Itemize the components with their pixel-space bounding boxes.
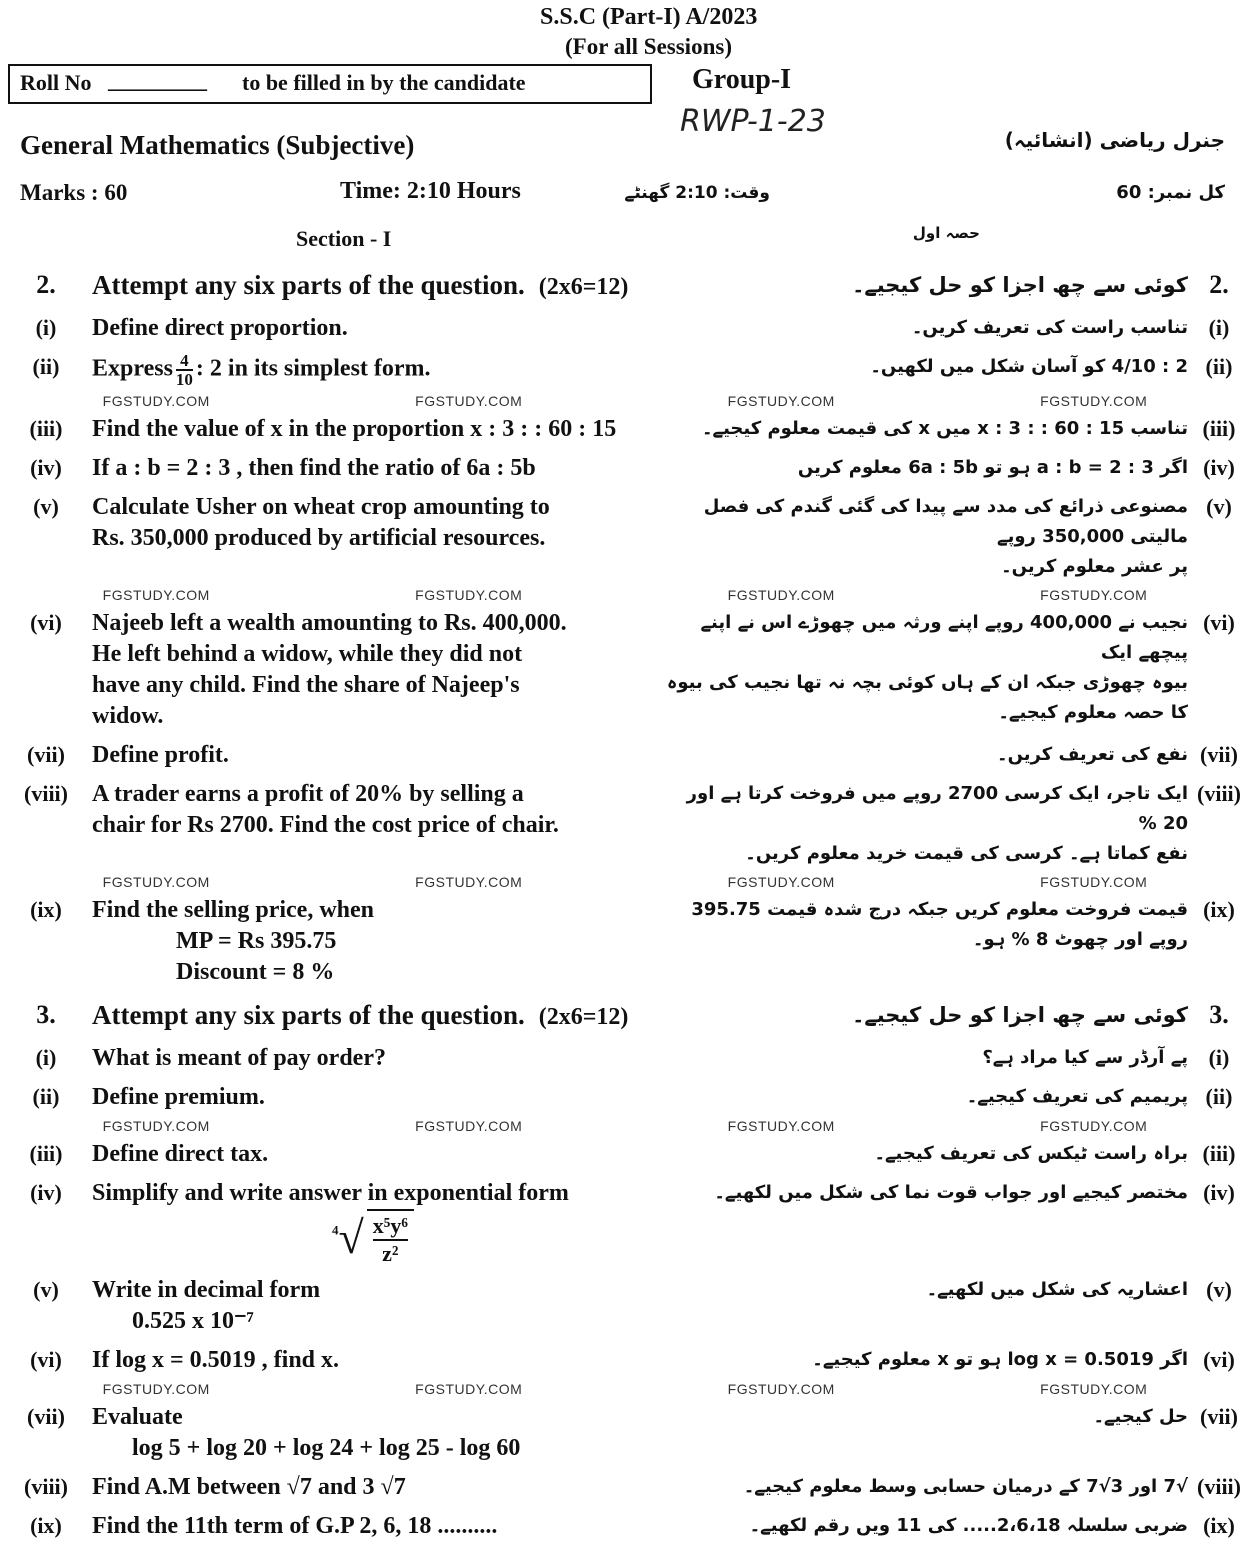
part-number: (iv) bbox=[30, 455, 62, 480]
part-number: (v) bbox=[33, 494, 59, 519]
part-text bbox=[92, 779, 642, 841]
part-text-line: He left behind a widow, while they did not bbox=[92, 641, 523, 667]
part-number: (vii) bbox=[27, 742, 65, 767]
watermark-text: FGSTUDY.COM bbox=[727, 587, 835, 603]
part-text-line: widow. bbox=[92, 703, 164, 729]
part-number-ur: (vii) bbox=[1200, 742, 1238, 767]
part-number: (ix) bbox=[30, 897, 62, 922]
q3-title-wrap bbox=[92, 1000, 792, 1033]
part-number-ur: (vii) bbox=[1200, 1404, 1238, 1429]
watermark-row bbox=[0, 392, 1250, 410]
part-number-ur: (v) bbox=[1206, 494, 1232, 519]
q2-parts bbox=[0, 309, 1250, 992]
part-text-ur-wrap bbox=[642, 1178, 1188, 1208]
part-text-ur-wrap bbox=[642, 453, 1188, 483]
subject-ur: جنرل ریاضی (انشائیہ) bbox=[1004, 128, 1225, 152]
part-text-ur: نفع کماتا ہے۔ کرسی کی قیمت خرید معلوم کریں۔ bbox=[745, 843, 1188, 864]
part-text-main: Define profit. bbox=[92, 742, 229, 768]
part-text-main: Find the value of x in the proportion x : 3 : : 60 : 15 bbox=[92, 416, 617, 442]
part-text-main: Evaluate bbox=[92, 1404, 183, 1430]
part-text-line: Discount = 8 % bbox=[176, 959, 335, 985]
part-text bbox=[92, 608, 642, 732]
part-text-ur: نجیب نے 400,000 روپے اپنے ورثہ میں چھوڑے اس نے اپنے پیچھے ایک bbox=[700, 612, 1188, 663]
part-number: (v) bbox=[33, 1277, 59, 1302]
part-text-ur: ایک تاجر، ایک کرسی 2700 روپے میں فروخت کرتا ہے اور 20 % bbox=[686, 783, 1188, 834]
part-number: (vi) bbox=[30, 1347, 62, 1372]
part-number-ur: (vi) bbox=[1203, 610, 1235, 635]
question-part bbox=[0, 1468, 1250, 1507]
part-text-line: MP = Rs 395.75 bbox=[176, 928, 337, 954]
part-text bbox=[92, 1402, 642, 1464]
part-text-main: If log x = 0.5019 , find x. bbox=[92, 1347, 340, 1373]
part-text bbox=[92, 453, 642, 484]
part-number-ur: (iii) bbox=[1202, 416, 1236, 441]
part-text-main: Define premium. bbox=[92, 1084, 265, 1110]
math-expression: log 5 + log 20 + log 24 + log 25 - log 60 bbox=[132, 1435, 521, 1461]
watermark-text: FGSTUDY.COM bbox=[415, 587, 523, 603]
part-number: (ii) bbox=[32, 1084, 60, 1109]
part-number-ur: (viii) bbox=[1197, 781, 1241, 806]
part-text-main: Simplify and write answer in exponential form bbox=[92, 1180, 569, 1206]
math-expression: 0.525 x 10⁻⁷ bbox=[132, 1308, 254, 1334]
part-text-line: A trader earns a profit of 20% by selling a bbox=[92, 781, 524, 807]
part-number: (iii) bbox=[29, 416, 63, 441]
watermark-text: FGSTUDY.COM bbox=[102, 1118, 210, 1134]
part-text-ur-wrap bbox=[642, 608, 1188, 728]
q2-number-ur: 2. bbox=[1209, 270, 1229, 299]
watermark-text: FGSTUDY.COM bbox=[102, 587, 210, 603]
part-text bbox=[92, 313, 642, 344]
part-text-ur-wrap bbox=[642, 740, 1188, 770]
part-text bbox=[92, 414, 642, 445]
part-text-ur-wrap bbox=[642, 492, 1188, 582]
question-part bbox=[0, 775, 1250, 873]
q2-title-ur: کوئی سے چھ اجزا کو حل کیجیے۔ bbox=[852, 273, 1188, 297]
watermark-text: FGSTUDY.COM bbox=[1040, 1381, 1148, 1397]
question-part bbox=[0, 736, 1250, 775]
question-part bbox=[0, 1078, 1250, 1117]
watermark-row bbox=[0, 1380, 1250, 1398]
part-text-b: : 2 in its simplest form. bbox=[195, 355, 431, 382]
q3-number-ur: 3. bbox=[1209, 1000, 1229, 1029]
watermark-row bbox=[0, 873, 1250, 891]
q3-number: 3. bbox=[36, 1000, 56, 1029]
part-number-ur: (ii) bbox=[1205, 354, 1233, 379]
handwritten-code: RWP-1-23 bbox=[680, 104, 826, 139]
part-text-main: Find A.M between √7 and 3 √7 bbox=[92, 1474, 406, 1500]
part-text-a: Express bbox=[92, 355, 173, 382]
part-text-ur: مصنوعی ذرائع کی مدد سے پیدا کی گئی گندم کی فصل مالیتی 350,000 روپے bbox=[703, 496, 1188, 547]
part-text-main: If a : b = 2 : 3 , then find the ratio of 6a : 5b bbox=[92, 455, 536, 481]
part-text-ur: بیوہ چھوڑی جبکہ ان کے ہاں کوئی بچہ نہ تھا نجیب کی بیوہ کا حصہ معلوم کیجیے۔ bbox=[666, 672, 1188, 723]
part-text-ur: اگر a : b = 2 : 3 ہو تو 6a : 5b معلوم کریں bbox=[797, 457, 1188, 478]
radical-expression bbox=[92, 1209, 642, 1267]
part-text-line: Rs. 350,000 produced by artificial resources. bbox=[92, 525, 546, 551]
subject-en: General Mathematics (Subjective) bbox=[20, 130, 415, 160]
watermark-text: FGSTUDY.COM bbox=[102, 874, 210, 890]
part-number-ur: (viii) bbox=[1197, 1474, 1241, 1499]
part-number: (ix) bbox=[30, 1513, 62, 1538]
part-text-ur-wrap bbox=[642, 1139, 1188, 1169]
part-text bbox=[92, 1139, 642, 1170]
question-part bbox=[0, 1507, 1250, 1546]
root-index: 4 bbox=[332, 1222, 339, 1238]
part-text-ur-wrap bbox=[642, 1082, 1188, 1112]
question-part bbox=[0, 1039, 1250, 1078]
part-text-line: Najeeb left a wealth amounting to Rs. 400,000. bbox=[92, 610, 567, 636]
part-text-ur-wrap bbox=[642, 414, 1188, 444]
part-text-main: What is meant of pay order? bbox=[92, 1045, 386, 1071]
fraction-numerator: 4 bbox=[176, 352, 193, 371]
part-number: (vii) bbox=[27, 1404, 65, 1429]
question-part bbox=[0, 1271, 1250, 1341]
marks-ur: کل نمبر: 60 bbox=[1116, 182, 1225, 203]
watermark-text: FGSTUDY.COM bbox=[1040, 1118, 1148, 1134]
question-part bbox=[0, 488, 1250, 586]
part-text-ur: مختصر کیجیے اور جواب قوت نما کی شکل میں لکھیے۔ bbox=[714, 1182, 1188, 1203]
part-number-ur: (ix) bbox=[1203, 897, 1235, 922]
part-number: (viii) bbox=[24, 781, 68, 806]
q3-marks: (2x6=12) bbox=[538, 1004, 629, 1030]
time-en: Time: 2:10 Hours bbox=[340, 178, 521, 204]
part-number: (i) bbox=[35, 315, 57, 340]
part-number-ur: (i) bbox=[1208, 315, 1230, 340]
watermark-text: FGSTUDY.COM bbox=[415, 1118, 523, 1134]
part-text-ur: اعشاریہ کی شکل میں لکھیے۔ bbox=[926, 1279, 1188, 1300]
watermark-text: FGSTUDY.COM bbox=[727, 1381, 835, 1397]
part-text-line: chair for Rs 2700. Find the cost price of chair. bbox=[92, 812, 559, 838]
part-text-ur-wrap bbox=[642, 1511, 1188, 1541]
part-text-ur-wrap bbox=[642, 1472, 1188, 1502]
part-text bbox=[92, 895, 642, 988]
marks-en: Marks : 60 bbox=[20, 180, 128, 205]
part-text-line: have any child. Find the share of Najeep's bbox=[92, 672, 520, 698]
q3-header bbox=[0, 992, 1250, 1039]
q2-header bbox=[0, 262, 1250, 309]
part-text-main: Define direct tax. bbox=[92, 1141, 269, 1167]
part-text-line: Calculate Usher on wheat crop amounting to bbox=[92, 494, 550, 520]
part-text-ur: حل کیجیے۔ bbox=[1093, 1406, 1188, 1427]
watermark-row bbox=[0, 586, 1250, 604]
part-number-ur: (iv) bbox=[1203, 455, 1235, 480]
watermark-text: FGSTUDY.COM bbox=[727, 874, 835, 890]
part-number: (iii) bbox=[29, 1141, 63, 1166]
part-text bbox=[92, 1472, 642, 1503]
part-text-ur: براہ راست ٹیکس کی تعریف کیجیے۔ bbox=[874, 1143, 1188, 1164]
question-part bbox=[0, 1135, 1250, 1174]
watermark-text: FGSTUDY.COM bbox=[727, 1118, 835, 1134]
part-text-ur: پریمیم کی تعریف کیجیے۔ bbox=[966, 1086, 1188, 1107]
part-number: (iv) bbox=[30, 1180, 62, 1205]
part-text-main: Find the 11th term of G.P 2, 6, 18 .......... bbox=[92, 1513, 498, 1539]
watermark-text: FGSTUDY.COM bbox=[727, 393, 835, 409]
question-part bbox=[0, 1398, 1250, 1468]
part-text-ur-wrap bbox=[642, 779, 1188, 869]
part-number-ur: (iv) bbox=[1203, 1180, 1235, 1205]
group: Group-I bbox=[692, 64, 792, 95]
radical-sign-icon: √ bbox=[338, 1212, 364, 1263]
fraction bbox=[176, 352, 193, 388]
part-text-ur-wrap bbox=[642, 1043, 1188, 1073]
q3-title: Attempt any six parts of the question. bbox=[92, 1000, 525, 1030]
part-text-main: Define direct proportion. bbox=[92, 315, 348, 341]
question-part bbox=[0, 449, 1250, 488]
watermark-text: FGSTUDY.COM bbox=[1040, 393, 1148, 409]
part-text bbox=[92, 740, 642, 771]
paper-header bbox=[0, 0, 1250, 262]
exam-title: S.S.C (Part-I) A/2023 bbox=[540, 4, 758, 30]
part-text-ur: قیمت فروخت معلوم کریں جبکہ درج شدہ قیمت 395.75 روپے اور چھوٹ 8 % ہو۔ bbox=[691, 899, 1188, 950]
part-text-ur-wrap bbox=[642, 1345, 1188, 1375]
watermark-row bbox=[0, 1117, 1250, 1135]
part-text-ur: پر عشر معلوم کریں۔ bbox=[1001, 556, 1188, 577]
part-number-ur: (i) bbox=[1208, 1045, 1230, 1070]
question-part bbox=[0, 309, 1250, 348]
part-text-ur-wrap bbox=[642, 1402, 1188, 1432]
part-number-ur: (vi) bbox=[1203, 1347, 1235, 1372]
question-part bbox=[0, 1174, 1250, 1271]
part-text-ur: نفع کی تعریف کریں۔ bbox=[997, 744, 1188, 765]
watermark-text: FGSTUDY.COM bbox=[102, 1381, 210, 1397]
q2-title: Attempt any six parts of the question. bbox=[92, 270, 525, 300]
part-text-ur: اگر log x = 0.5019 ہو تو x معلوم کیجیے۔ bbox=[812, 1349, 1188, 1370]
part-text-ur-wrap bbox=[642, 895, 1188, 955]
watermark-text: FGSTUDY.COM bbox=[1040, 874, 1148, 890]
part-text-main: Write in decimal form bbox=[92, 1277, 321, 1303]
part-text-ur: تناسب x : 3 : : 60 : 15 میں x کی قیمت معلوم کیجیے۔ bbox=[701, 418, 1188, 439]
part-text bbox=[92, 1275, 642, 1337]
part-number: (ii) bbox=[32, 354, 60, 379]
part-text bbox=[92, 1082, 642, 1113]
part-text bbox=[92, 1043, 642, 1074]
part-text bbox=[92, 1345, 642, 1376]
q2-marks: (2x6=12) bbox=[538, 274, 629, 300]
part-text bbox=[92, 492, 642, 554]
roll-label: Roll No bbox=[20, 70, 92, 95]
part-text-line: Find the selling price, when bbox=[92, 897, 375, 923]
part-number: (i) bbox=[35, 1045, 57, 1070]
q2-title-wrap bbox=[92, 270, 792, 303]
watermark-text: FGSTUDY.COM bbox=[102, 393, 210, 409]
watermark-text: FGSTUDY.COM bbox=[1040, 587, 1148, 603]
part-number-ur: (iii) bbox=[1202, 1141, 1236, 1166]
part-text-ur-wrap bbox=[642, 313, 1188, 343]
part-number-ur: (v) bbox=[1206, 1277, 1232, 1302]
question-part bbox=[0, 604, 1250, 736]
part-text bbox=[92, 352, 642, 388]
section-en: Section - I bbox=[296, 226, 392, 251]
radicand-numerator: x⁵y⁶ bbox=[373, 1213, 408, 1241]
part-text bbox=[92, 1178, 642, 1267]
part-number-ur: (ix) bbox=[1203, 1513, 1235, 1538]
part-number-ur: (ii) bbox=[1205, 1084, 1233, 1109]
part-text bbox=[92, 1511, 642, 1542]
question-part bbox=[0, 348, 1250, 392]
part-text-ur: √7 اور 3√7 کے درمیان حسابی وسط معلوم کیجیے۔ bbox=[743, 1476, 1188, 1497]
roll-blank: _________ bbox=[108, 68, 207, 93]
sessions: (For all Sessions) bbox=[565, 34, 732, 59]
question-part bbox=[0, 1341, 1250, 1380]
question-part bbox=[0, 410, 1250, 449]
part-text-ur: 2 : 4/10 کو آسان شکل میں لکھیں۔ bbox=[870, 356, 1188, 377]
part-text-ur: تناسب راست کی تعریف کریں۔ bbox=[911, 317, 1188, 338]
radicand bbox=[367, 1209, 414, 1267]
part-text-ur: پے آرڈر سے کیا مراد ہے؟ bbox=[982, 1047, 1188, 1068]
part-text-ur: ضربی سلسلہ 2،6،18..... کی 11 ویں رقم لکھیے۔ bbox=[749, 1515, 1188, 1536]
roll-note: to be filled in by the candidate bbox=[242, 70, 526, 95]
time-ur: وقت: 2:10 گھنٹے bbox=[624, 183, 770, 203]
part-text-ur-wrap bbox=[642, 1275, 1188, 1305]
section-ur: حصہ اول bbox=[912, 224, 980, 242]
q3-title-ur: کوئی سے چھ اجزا کو حل کیجیے۔ bbox=[852, 1003, 1188, 1027]
q3-parts bbox=[0, 1039, 1250, 1546]
radicand-denominator: z² bbox=[382, 1241, 399, 1266]
part-number: (vi) bbox=[30, 610, 62, 635]
q2-number: 2. bbox=[36, 270, 56, 299]
watermark-text: FGSTUDY.COM bbox=[415, 1381, 523, 1397]
watermark-text: FGSTUDY.COM bbox=[415, 874, 523, 890]
part-text-ur-wrap bbox=[642, 352, 1188, 382]
fraction-denominator: 10 bbox=[175, 370, 193, 389]
question-part bbox=[0, 891, 1250, 992]
watermark-text: FGSTUDY.COM bbox=[415, 393, 523, 409]
part-number: (viii) bbox=[24, 1474, 68, 1499]
